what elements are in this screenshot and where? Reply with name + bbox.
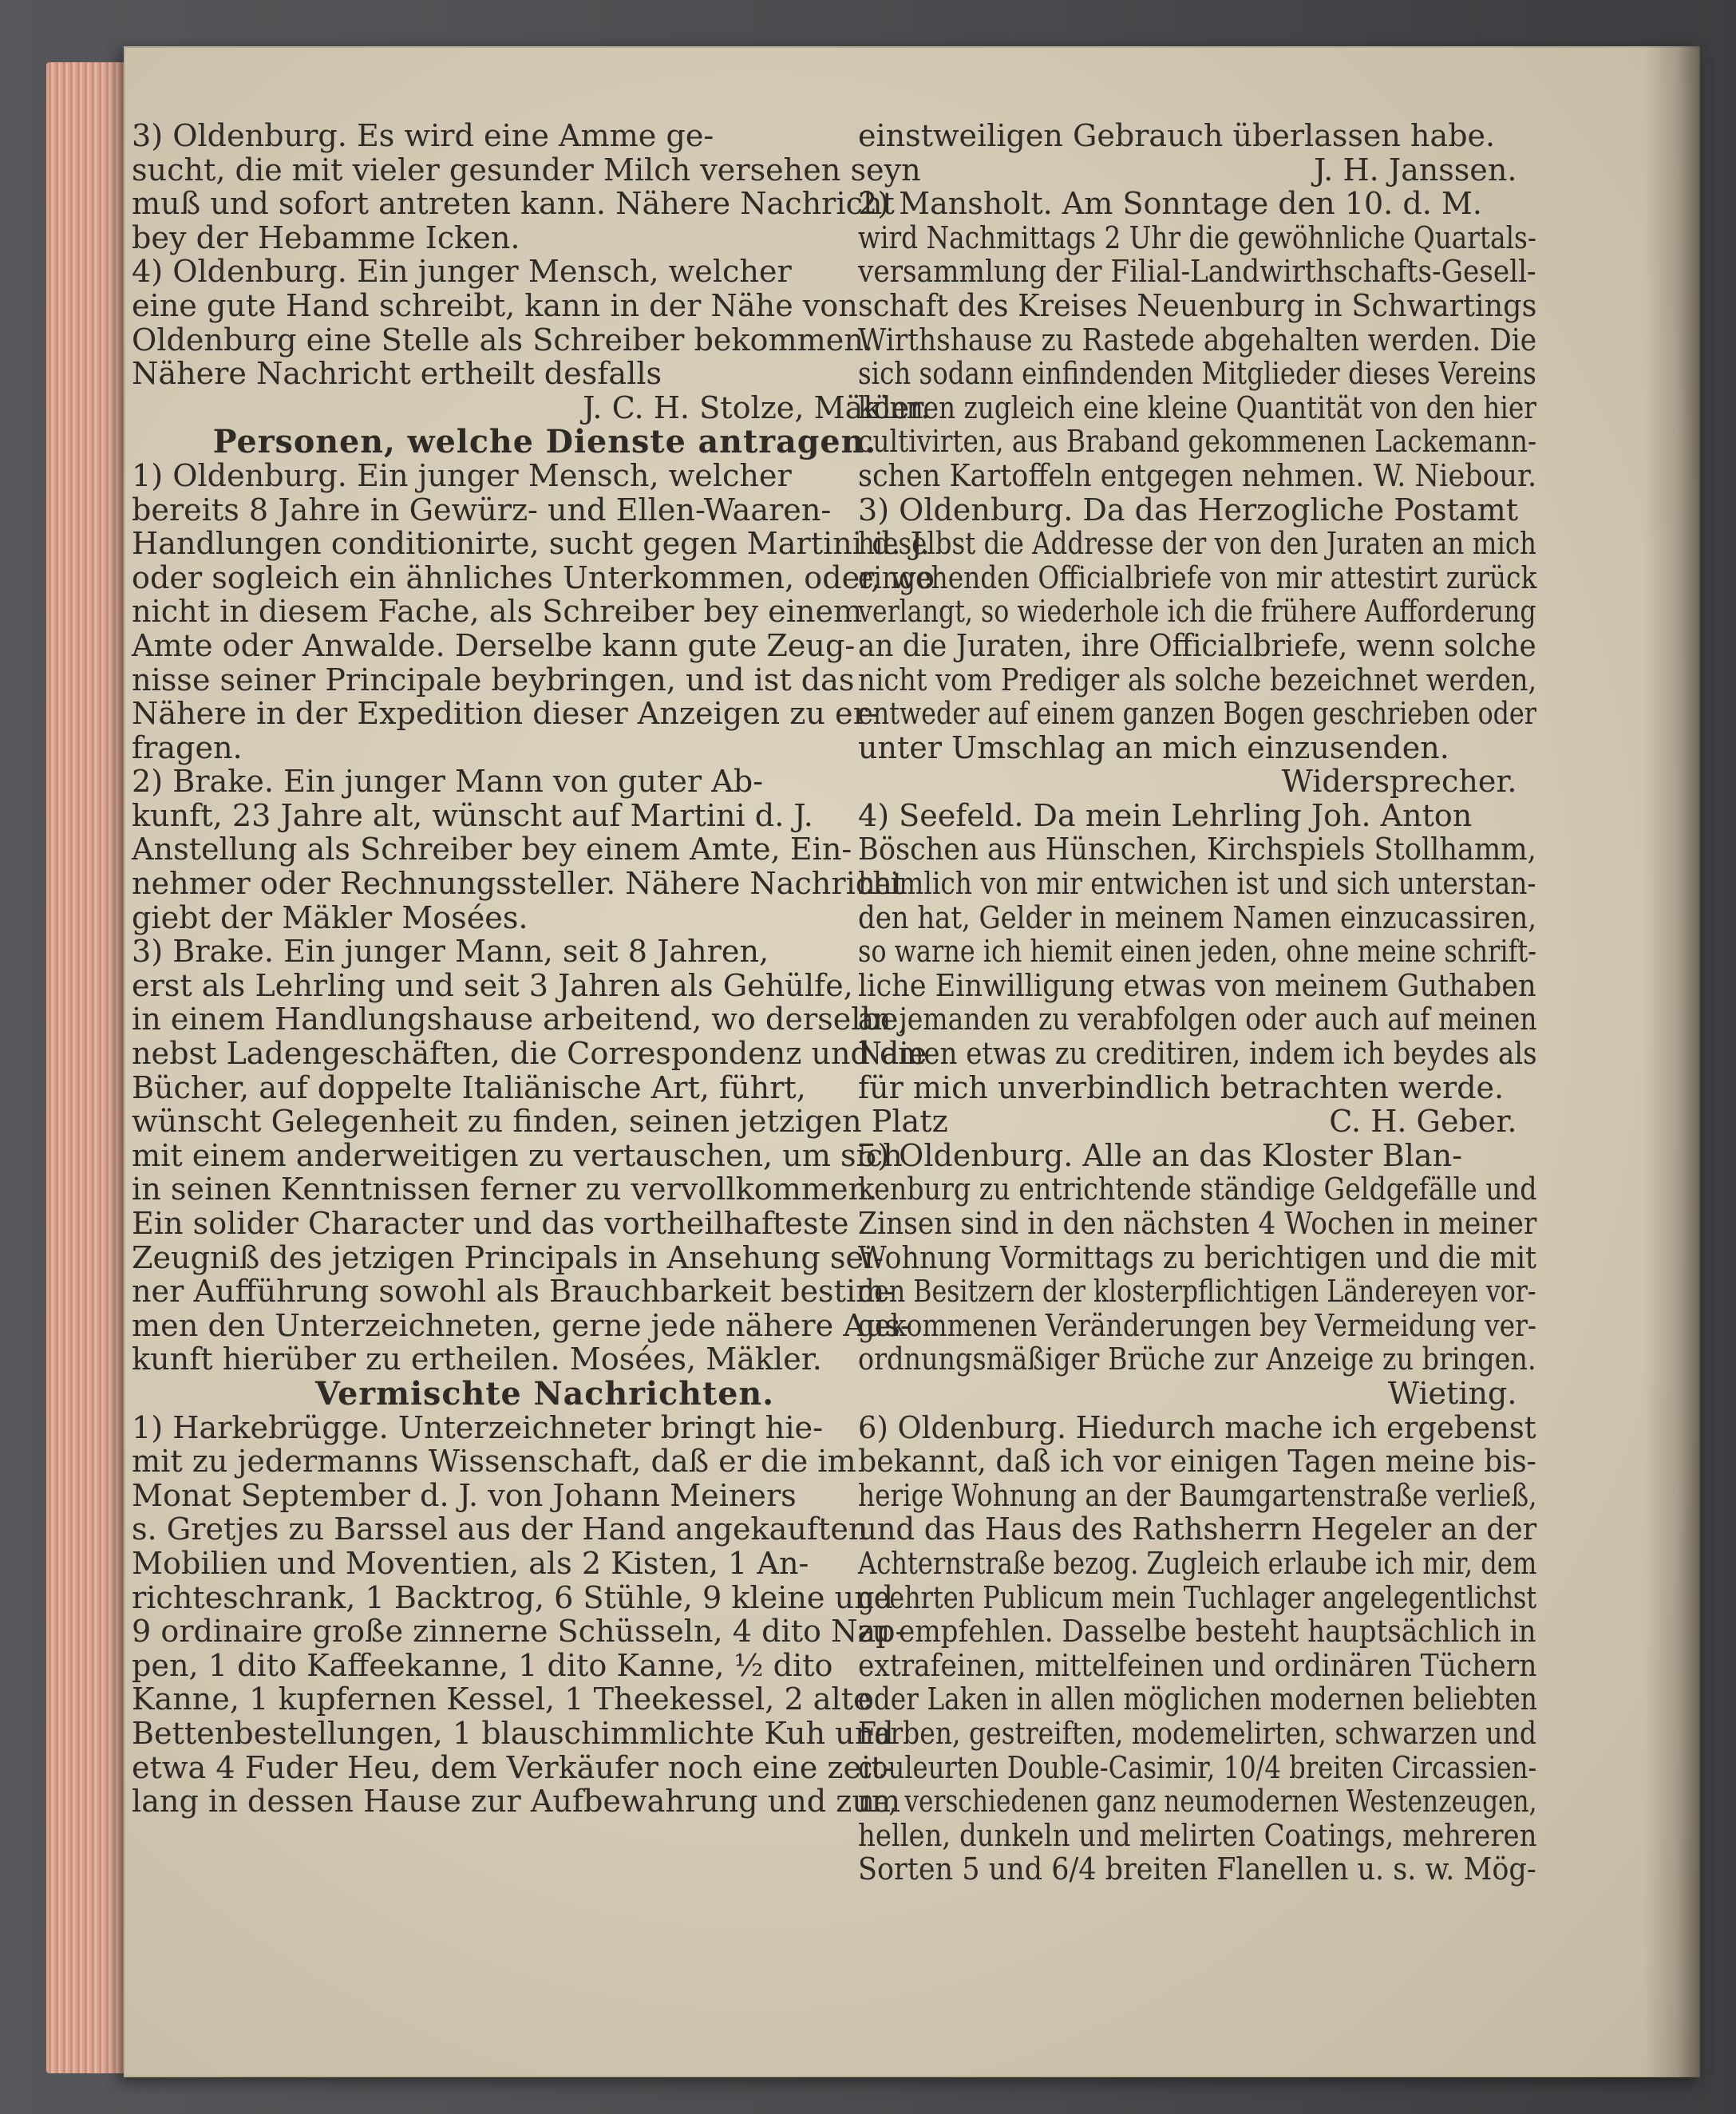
text-line: 5) Oldenburg. Alle an das Kloster Blan- bbox=[858, 1137, 1462, 1174]
text-line: 4) Oldenburg. Ein junger Mensch, welcher bbox=[132, 254, 792, 290]
text-line: in seinen Kenntnissen ferner zu vervollkommen. bbox=[132, 1172, 878, 1208]
text-line: 9 ordinaire große zinnerne Schüsseln, 4 dito Nap- bbox=[132, 1614, 906, 1650]
text-line: versammlung der Filial-Landwirthschafts-Gesell- bbox=[858, 254, 1536, 290]
section-heading: Personen, welche Dienste antragen. bbox=[212, 423, 877, 461]
text-line: wird Nachmittags 2 Uhr die gewöhnliche Quartals- bbox=[858, 219, 1536, 256]
text-line: sich sodann einfindenden Mitglieder dieses Vereins bbox=[858, 356, 1536, 393]
text-line: eingehenden Officialbriefe von mir attestirt zurück bbox=[858, 559, 1537, 596]
text-line: 1) Oldenburg. Ein junger Mensch, welcher bbox=[132, 457, 792, 494]
text-line: den Besitzern der klosterpflichtigen Ländereyen vor- bbox=[858, 1274, 1536, 1310]
text-line: hieselbst die Addresse der von den Juraten an mich bbox=[858, 526, 1536, 563]
text-line: couleurten Double-Casimir, 10/4 breiten Circassien- bbox=[858, 1749, 1537, 1786]
text-line: herige Wohnung an der Baumgartenstraße verließ, bbox=[858, 1477, 1537, 1514]
text-line: 2) Mansholt. Am Sonntage den 10. d. M. bbox=[858, 186, 1482, 223]
section-heading: Vermischte Nachrichten. bbox=[315, 1374, 774, 1413]
text-line: ordnungsmäßiger Brüche zur Anzeige zu bringen. bbox=[858, 1342, 1536, 1378]
text-line: mit einem anderweitigen zu vertauschen, um sich bbox=[132, 1137, 903, 1174]
text-line: nehmer oder Rechnungssteller. Nähere Nachricht bbox=[132, 866, 904, 903]
text-line: Amte oder Anwalde. Derselbe kann gute Zeug- bbox=[132, 627, 856, 664]
text-line: Bettenbestellungen, 1 blauschimmlichte Kuh und bbox=[132, 1715, 894, 1752]
text-line: Monat September d. J. von Johann Meiners bbox=[132, 1477, 797, 1514]
text-line: mit zu jedermanns Wissenschaft, daß er die im bbox=[132, 1444, 856, 1480]
text-line: extrafeinen, mittelfeinen und ordinären Tüchern bbox=[858, 1647, 1537, 1684]
text-line: lang in dessen Hause zur Aufbewahrung und zum bbox=[132, 1784, 901, 1820]
text-line: oder sogleich ein ähnliches Unterkommen, oder, wo bbox=[132, 559, 935, 596]
text-line: 3) Oldenburg. Es wird eine Amme ge- bbox=[132, 118, 714, 154]
spine-shadow bbox=[1644, 46, 1700, 2077]
text-line: Nähere in der Expedition dieser Anzeigen zu er- bbox=[132, 696, 878, 733]
text-line: muß und sofort antreten kann. Nähere Nachricht bbox=[132, 186, 895, 223]
text-line: Anstellung als Schreiber bey einem Amte, Ein- bbox=[132, 832, 852, 868]
text-line: etwa 4 Fuder Heu, dem Verkäufer noch eine zeit- bbox=[132, 1749, 894, 1786]
text-line: s. Gretjes zu Barssel aus der Hand angekauften bbox=[132, 1511, 868, 1548]
text-line: zu empfehlen. Dasselbe besteht hauptsächlich in bbox=[858, 1614, 1536, 1650]
signature-line: Widersprecher. bbox=[1281, 764, 1517, 800]
signature-line: J. C. H. Stolze, Mäkler. bbox=[583, 389, 931, 426]
text-line: eine gute Hand schreibt, kann in der Nähe von bbox=[132, 287, 858, 324]
text-line: 3) Brake. Ein junger Mann, seit 8 Jahren, bbox=[132, 934, 769, 970]
text-line: liche Einwilligung etwas von meinem Guthaben bbox=[858, 967, 1536, 1004]
text-line: und das Haus des Rathsherrn Hegeler an der bbox=[858, 1511, 1537, 1548]
text-line: schaft des Kreises Neuenburg in Schwartings bbox=[858, 287, 1537, 324]
text-line: gekommenen Veränderungen bey Vermeidung ver- bbox=[858, 1307, 1537, 1344]
text-line: 6) Oldenburg. Hiedurch mache ich ergebenst bbox=[858, 1409, 1536, 1446]
text-line: Farben, gestreiften, modemelirten, schwarzen und bbox=[858, 1715, 1536, 1752]
text-line: 3) Oldenburg. Da das Herzogliche Postamt bbox=[858, 492, 1519, 528]
text-line: bereits 8 Jahre in Gewürz- und Ellen-Waaren- bbox=[132, 492, 832, 528]
text-line: Wirthshause zu Rastede abgehalten werden. Die bbox=[858, 322, 1537, 358]
text-line: bey der Hebamme Icken. bbox=[132, 219, 520, 256]
text-line: bekannt, daß ich vor einigen Tagen meine bis- bbox=[858, 1444, 1536, 1480]
text-line: hellen, dunkeln und melirten Coatings, mehreren bbox=[858, 1817, 1537, 1854]
text-line: können zugleich eine kleine Quantität von den hier bbox=[858, 389, 1536, 426]
text-line: Böschen aus Hünschen, Kirchspiels Stollhamm, bbox=[858, 832, 1536, 868]
text-line: sucht, die mit vieler gesunder Milch versehen seyn bbox=[132, 152, 921, 188]
text-line: schen Kartoffeln entgegen nehmen. W. Niebour. bbox=[858, 457, 1537, 494]
text-line: nicht in diesem Fache, als Schreiber bey einem bbox=[132, 594, 863, 630]
text-line: einstweiligen Gebrauch überlassen habe. bbox=[858, 118, 1496, 154]
signature-line: Wieting. bbox=[1387, 1375, 1517, 1412]
text-line: fragen. bbox=[132, 729, 243, 766]
text-line: heimlich von mir entwichen ist und sich unterstan- bbox=[858, 866, 1536, 903]
text-line: kunft, 23 Jahre alt, wünscht auf Martini d. J. bbox=[132, 797, 813, 834]
text-line: Mobilien und Moventien, als 2 Kisten, 1 An- bbox=[132, 1545, 809, 1582]
text-line: 2) Brake. Ein junger Mann von guter Ab- bbox=[132, 764, 764, 800]
text-line: kenburg zu entrichtende ständige Geldgefälle und bbox=[858, 1172, 1537, 1208]
text-line: Achternstraße bezog. Zugleich erlaube ich mir, dem bbox=[858, 1545, 1537, 1582]
text-line: an die Juraten, ihre Officialbriefe, wenn solche bbox=[858, 627, 1536, 664]
text-line: nicht vom Prediger als solche bezeichnet werden, bbox=[858, 662, 1537, 698]
text-line: geehrten Publicum mein Tuchlager angelegentlichst bbox=[858, 1579, 1537, 1616]
text-line: 1) Harkebrügge. Unterzeichneter bringt hie- bbox=[132, 1409, 823, 1446]
text-line: verlangt, so wiederhole ich die frühere Aufforderung bbox=[858, 594, 1536, 630]
signature-line: J. H. Janssen. bbox=[1314, 152, 1517, 188]
text-line: für mich unverbindlich betrachten werde. bbox=[858, 1069, 1505, 1106]
left-text-column bbox=[132, 120, 958, 1820]
text-line: Bücher, auf doppelte Italiänische Art, führt, bbox=[132, 1069, 806, 1106]
text-line: giebt der Mäkler Mosées. bbox=[132, 899, 528, 936]
text-line: Ein solider Character und das vortheilhafteste bbox=[132, 1206, 849, 1242]
text-line: unter Umschlag an mich einzusenden. bbox=[858, 729, 1449, 766]
text-line: Zeugniß des jetzigen Principals in Ansehung sei- bbox=[132, 1239, 884, 1276]
text-line: Sorten 5 und 6/4 breiten Flanellen u. s. w. Mög- bbox=[858, 1851, 1536, 1888]
text-line: an jemanden zu verabfolgen oder auch auf meinen bbox=[858, 1002, 1537, 1038]
text-line: oder Laken in allen möglichen modernen beliebten bbox=[858, 1681, 1537, 1718]
text-line: Kanne, 1 kupfernen Kessel, 1 Theekessel, 2 alte bbox=[132, 1681, 872, 1718]
text-line: nisse seiner Principale beybringen, und ist das bbox=[132, 662, 855, 698]
text-line: pen, 1 dito Kaffeekanne, 1 dito Kanne, ½ dito bbox=[132, 1647, 833, 1684]
text-line: ner Aufführung sowohl als Brauchbarkeit bestim- bbox=[132, 1274, 896, 1310]
right-text-column bbox=[858, 120, 1544, 1887]
text-line: Handlungen conditionirte, sucht gegen Martini d. J. bbox=[132, 526, 931, 563]
text-line: ne, verschiedenen ganz neumodernen Westenzeugen, bbox=[858, 1784, 1537, 1820]
text-line: kunft hierüber zu ertheilen. Mosées, Mäkler. bbox=[132, 1342, 822, 1378]
text-line: so warne ich hiemit einen jeden, ohne meine schrift- bbox=[858, 934, 1536, 970]
text-line: Namen etwas zu creditiren, indem ich beydes als bbox=[858, 1036, 1537, 1073]
text-line: entweder auf einem ganzen Bogen geschrieben oder bbox=[858, 696, 1536, 733]
text-line: richteschrank, 1 Backtrog, 6 Stühle, 9 kleine und bbox=[132, 1579, 894, 1616]
text-line: wünscht Gelegenheit zu finden, seinen jetzigen Platz bbox=[132, 1104, 948, 1140]
text-line: cultivirten, aus Braband gekommenen Lackemann- bbox=[858, 424, 1537, 460]
text-line: erst als Lehrling und seit 3 Jahren als Gehülfe, bbox=[132, 967, 853, 1004]
text-line: men den Unterzeichneten, gerne jede nähere Aus- bbox=[132, 1307, 911, 1344]
text-line: Wohnung Vormittags zu berichtigen und die mit bbox=[858, 1239, 1537, 1276]
text-line: den hat, Gelder in meinem Namen einzucassiren, bbox=[858, 899, 1536, 936]
text-line: Oldenburg eine Stelle als Schreiber bekommen. bbox=[132, 322, 873, 358]
text-line: nebst Ladengeschäften, die Correspondenz und die bbox=[132, 1036, 927, 1073]
signature-line: C. H. Geber. bbox=[1329, 1104, 1517, 1140]
text-line: 4) Seefeld. Da mein Lehrling Joh. Anton bbox=[858, 797, 1473, 834]
text-line: Nähere Nachricht ertheilt desfalls bbox=[132, 356, 662, 393]
text-line: Zinsen sind in den nächsten 4 Wochen in meiner bbox=[858, 1206, 1537, 1242]
text-line: in einem Handlungshause arbeitend, wo derselbe, bbox=[132, 1002, 908, 1038]
